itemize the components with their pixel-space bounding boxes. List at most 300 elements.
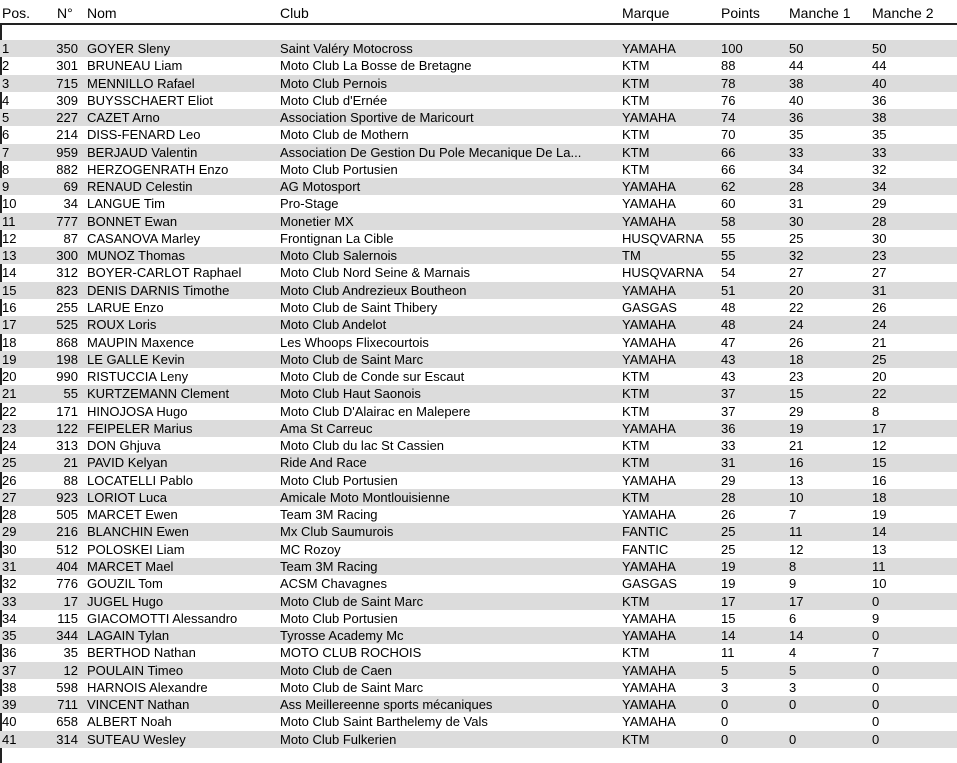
cell-nom: LOCATELLI Pablo <box>87 472 193 488</box>
cell-manche1: 8 <box>789 558 797 574</box>
table-row <box>0 334 957 351</box>
cell-manche2: 50 <box>872 41 887 56</box>
cell-marque: YAMAHA <box>622 334 676 350</box>
cell-club: Moto Club Nord Seine & Marnais <box>280 265 471 281</box>
cell-points: 47 <box>721 334 736 350</box>
table-row <box>0 385 957 402</box>
cell-manche1: 23 <box>789 369 804 385</box>
header-num: N° <box>57 5 73 21</box>
cell-nom: ROUX Loris <box>87 317 157 333</box>
cell-points: 43 <box>721 351 736 367</box>
cell-club: Monetier MX <box>280 213 354 229</box>
cell-nom: POLOSKEI Liam <box>87 541 185 557</box>
table-row <box>0 40 957 57</box>
cell-num: 214 <box>56 127 78 143</box>
cell-nom: GOYER Sleny <box>87 41 171 56</box>
cell-manche2: 34 <box>872 179 887 195</box>
cell-manche1: 35 <box>789 127 804 143</box>
cell-club: Amicale Moto Montlouisienne <box>280 489 450 505</box>
cell-num: 216 <box>56 524 78 540</box>
cell-points: 66 <box>721 144 736 160</box>
cell-manche1: 5 <box>789 662 797 678</box>
cell-marque: KTM <box>622 161 650 177</box>
table-row <box>0 75 957 92</box>
cell-manche2: 9 <box>872 610 880 626</box>
table-row <box>0 282 957 299</box>
cell-manche2: 19 <box>872 507 887 523</box>
cell-num: 115 <box>57 610 78 626</box>
cell-manche2: 27 <box>872 265 887 281</box>
cell-manche1: 16 <box>789 455 804 471</box>
cell-manche1: 13 <box>789 472 804 488</box>
cell-marque: KTM <box>622 438 650 454</box>
cell-manche1: 9 <box>789 576 797 592</box>
table-row <box>0 627 957 644</box>
cell-points: 36 <box>721 420 736 436</box>
table-row <box>0 713 957 730</box>
cell-num: 404 <box>56 558 78 574</box>
table-row <box>0 299 957 316</box>
cell-pos: 12 <box>2 230 17 246</box>
cell-pos: 27 <box>2 489 17 505</box>
cell-num: 34 <box>63 196 78 212</box>
cell-manche1: 14 <box>789 628 804 644</box>
table-row <box>0 230 957 247</box>
cell-points: 3 <box>721 679 729 695</box>
cell-pos: 41 <box>2 731 17 747</box>
cell-num: 658 <box>56 714 78 730</box>
cell-marque: KTM <box>622 455 650 471</box>
cell-nom: HINOJOSA Hugo <box>87 403 188 419</box>
cell-points: 88 <box>721 58 736 74</box>
cell-marque: YAMAHA <box>622 472 676 488</box>
table-row <box>0 109 957 126</box>
cell-manche2: 36 <box>872 92 887 108</box>
cell-num: 88 <box>63 472 78 488</box>
cell-manche2: 7 <box>872 645 880 661</box>
cell-nom: JUGEL Hugo <box>87 593 164 609</box>
cell-marque: KTM <box>622 731 650 747</box>
cell-nom: DON Ghjuva <box>87 438 161 454</box>
cell-nom: LARUE Enzo <box>87 299 164 315</box>
cell-points: 62 <box>721 179 736 195</box>
cell-club: Moto Club Portusien <box>280 472 398 488</box>
cell-points: 19 <box>721 576 736 592</box>
cell-points: 28 <box>721 489 736 505</box>
cell-points: 55 <box>721 230 736 246</box>
cell-points: 15 <box>721 610 736 626</box>
cell-points: 25 <box>721 524 736 540</box>
cell-marque: YAMAHA <box>622 420 676 436</box>
cell-club: Moto Club La Bosse de Bretagne <box>280 58 472 74</box>
cell-pos: 20 <box>2 369 17 385</box>
header-manche1: Manche 1 <box>789 5 851 21</box>
cell-num: 312 <box>56 265 78 281</box>
cell-manche2: 26 <box>872 299 887 315</box>
cell-manche2: 0 <box>872 714 880 730</box>
cell-manche2: 13 <box>872 541 887 557</box>
table-row <box>0 489 957 506</box>
cell-points: 51 <box>721 282 736 298</box>
table-row <box>0 351 957 368</box>
cell-nom: HARNOIS Alexandre <box>87 679 208 695</box>
cell-manche2: 12 <box>872 438 887 454</box>
cell-pos: 6 <box>2 127 10 143</box>
cell-points: 37 <box>721 386 736 402</box>
cell-club: Moto Club du lac St Cassien <box>280 438 445 454</box>
cell-num: 350 <box>56 41 78 56</box>
cell-num: 882 <box>56 161 78 177</box>
cell-points: 29 <box>721 472 736 488</box>
cell-marque: YAMAHA <box>622 41 676 56</box>
cell-nom: LANGUE Tim <box>87 196 166 212</box>
cell-nom: KURTZEMANN Clement <box>87 386 230 402</box>
cell-pos: 3 <box>2 75 10 91</box>
cell-points: 78 <box>721 75 736 91</box>
cell-marque: KTM <box>622 92 650 108</box>
cell-manche1: 6 <box>789 610 797 626</box>
cell-marque: KTM <box>622 127 650 143</box>
cell-marque: TM <box>622 248 641 264</box>
table-row <box>0 558 957 575</box>
cell-club: Ride And Race <box>280 455 367 471</box>
cell-manche2: 0 <box>872 731 880 747</box>
cell-nom: SUTEAU Wesley <box>87 731 186 747</box>
cell-num: 35 <box>63 645 78 661</box>
cell-manche1: 27 <box>789 265 804 281</box>
cell-marque: YAMAHA <box>622 697 676 713</box>
cell-club: Moto Club de Caen <box>280 662 393 678</box>
cell-club: Frontignan La Cible <box>280 230 394 246</box>
cell-num: 711 <box>57 697 78 713</box>
table-row <box>0 264 957 281</box>
cell-marque: YAMAHA <box>622 714 676 730</box>
cell-nom: RENAUD Celestin <box>87 179 193 195</box>
cell-nom: MENNILLO Rafael <box>87 75 195 91</box>
cell-marque: YAMAHA <box>622 282 676 298</box>
cell-manche1: 36 <box>789 110 804 126</box>
cell-club: Moto Club Saint Barthelemy de Vals <box>280 714 488 730</box>
cell-manche2: 10 <box>872 576 887 592</box>
cell-manche2: 8 <box>872 403 880 419</box>
cell-num: 823 <box>56 282 78 298</box>
cell-points: 14 <box>721 628 736 644</box>
cell-num: 868 <box>56 334 78 350</box>
cell-manche2: 0 <box>872 628 880 644</box>
cell-manche2: 22 <box>872 386 887 402</box>
cell-marque: KTM <box>622 75 650 91</box>
cell-club: Moto Club de Saint Marc <box>280 351 424 367</box>
cell-pos: 16 <box>2 299 17 315</box>
cell-pos: 38 <box>2 679 17 695</box>
cell-manche2: 25 <box>872 351 887 367</box>
cell-manche2: 32 <box>872 161 887 177</box>
cell-manche2: 23 <box>872 248 887 264</box>
cell-num: 990 <box>56 369 78 385</box>
table-row <box>0 316 957 333</box>
cell-manche1: 22 <box>789 299 804 315</box>
cell-pos: 2 <box>2 58 10 74</box>
cell-pos: 7 <box>2 144 10 160</box>
cell-manche2: 30 <box>872 230 887 246</box>
cell-pos: 14 <box>2 265 17 281</box>
table-row <box>0 178 957 195</box>
cell-manche1: 34 <box>789 161 804 177</box>
cell-club: Moto Club de Saint Thibery <box>280 299 438 315</box>
cell-manche1: 17 <box>789 593 804 609</box>
cell-num: 959 <box>56 144 78 160</box>
cell-club: Association Sportive de Maricourt <box>280 110 474 126</box>
cell-pos: 22 <box>2 403 17 419</box>
cell-marque: KTM <box>622 645 650 661</box>
table-row <box>0 731 957 748</box>
cell-num: 12 <box>63 662 78 678</box>
cell-manche2: 15 <box>872 455 887 471</box>
cell-nom: BOYER-CARLOT Raphael <box>87 265 242 281</box>
cell-marque: YAMAHA <box>622 351 676 367</box>
table-row <box>0 679 957 696</box>
table-row <box>0 92 957 109</box>
cell-marque: KTM <box>622 58 650 74</box>
cell-manche2: 11 <box>872 558 886 574</box>
cell-marque: YAMAHA <box>622 110 676 126</box>
cell-pos: 25 <box>2 455 17 471</box>
cell-nom: BONNET Ewan <box>87 213 178 229</box>
cell-marque: GASGAS <box>622 576 677 592</box>
cell-pos: 13 <box>2 248 17 264</box>
cell-manche2: 33 <box>872 144 887 160</box>
cell-nom: CAZET Arno <box>87 110 160 126</box>
cell-marque: YAMAHA <box>622 196 676 212</box>
cell-manche2: 0 <box>872 662 880 678</box>
cell-marque: YAMAHA <box>622 317 676 333</box>
cell-pos: 30 <box>2 541 17 557</box>
cell-manche1: 3 <box>789 679 797 695</box>
table-row <box>0 57 957 74</box>
cell-nom: BUYSSCHAERT Eliot <box>87 92 213 108</box>
cell-club: AG Motosport <box>280 179 361 195</box>
cell-nom: HERZOGENRATH Enzo <box>87 161 229 177</box>
cell-pos: 33 <box>2 593 17 609</box>
cell-manche1: 0 <box>789 697 797 713</box>
header-nom: Nom <box>87 5 117 21</box>
cell-manche1: 29 <box>789 403 804 419</box>
table-row <box>0 368 957 385</box>
cell-nom: BRUNEAU Liam <box>87 58 183 74</box>
table-row <box>0 593 957 610</box>
cell-manche1: 32 <box>789 248 804 264</box>
cell-points: 48 <box>721 299 736 315</box>
cell-club: Moto Club de Saint Marc <box>280 679 424 695</box>
cell-num: 300 <box>56 248 78 264</box>
cell-manche1: 40 <box>789 92 804 108</box>
cell-pos: 32 <box>2 576 17 592</box>
cell-manche2: 16 <box>872 472 887 488</box>
cell-points: 55 <box>721 248 736 264</box>
cell-manche1: 20 <box>789 282 804 298</box>
cell-nom: MARCET Ewen <box>87 507 178 523</box>
cell-marque: KTM <box>622 403 650 419</box>
table-row <box>0 541 957 558</box>
cell-marque: YAMAHA <box>622 213 676 229</box>
cell-marque: FANTIC <box>622 524 669 540</box>
table-row <box>0 420 957 437</box>
cell-pos: 36 <box>2 645 17 661</box>
cell-manche2: 21 <box>872 334 887 350</box>
cell-manche1: 28 <box>789 179 804 195</box>
cell-marque: HUSQVARNA <box>622 230 704 246</box>
cell-club: Moto Club Portusien <box>280 610 398 626</box>
cell-pos: 29 <box>2 524 17 540</box>
cell-manche2: 35 <box>872 127 887 143</box>
cell-num: 87 <box>63 230 78 246</box>
cell-manche1: 11 <box>789 524 803 540</box>
cell-pos: 28 <box>2 507 17 523</box>
cell-club: Moto Club d'Ernée <box>280 92 388 108</box>
cell-club: Moto Club Andelot <box>280 317 387 333</box>
cell-marque: YAMAHA <box>622 558 676 574</box>
cell-pos: 11 <box>2 213 16 229</box>
cell-num: 309 <box>56 92 78 108</box>
cell-pos: 26 <box>2 472 17 488</box>
cell-club: MOTO CLUB ROCHOIS <box>280 645 422 661</box>
cell-club: ACSM Chavagnes <box>280 576 387 592</box>
cell-num: 171 <box>56 403 78 419</box>
cell-pos: 37 <box>2 662 17 678</box>
cell-manche2: 14 <box>872 524 887 540</box>
cell-pos: 5 <box>2 110 10 126</box>
cell-marque: KTM <box>622 369 650 385</box>
cell-nom: VINCENT Nathan <box>87 697 190 713</box>
cell-marque: YAMAHA <box>622 179 676 195</box>
cell-marque: YAMAHA <box>622 628 676 644</box>
table-row <box>0 144 957 161</box>
cell-points: 33 <box>721 438 736 454</box>
cell-pos: 15 <box>2 282 17 298</box>
cell-manche1: 44 <box>789 58 804 74</box>
cell-pos: 34 <box>2 610 17 626</box>
cell-club: Moto Club D'Alairac en Malepere <box>280 403 471 419</box>
table-row <box>0 437 957 454</box>
cell-club: Moto Club Fulkerien <box>280 731 397 747</box>
table-body <box>0 40 957 748</box>
cell-manche1: 18 <box>789 351 804 367</box>
cell-club: Association De Gestion Du Pole Mecanique De La... <box>280 144 582 160</box>
header-marque: Marque <box>622 5 670 21</box>
cell-points: 60 <box>721 196 736 212</box>
cell-club: Saint Valéry Motocross <box>280 41 413 56</box>
cell-marque: HUSQVARNA <box>622 265 704 281</box>
cell-club: MC Rozoy <box>280 541 341 557</box>
cell-marque: KTM <box>622 593 650 609</box>
cell-manche1: 0 <box>789 731 797 747</box>
table-row <box>0 247 957 264</box>
cell-num: 255 <box>56 299 78 315</box>
cell-points: 100 <box>721 41 743 56</box>
cell-club: Tyrosse Academy Mc <box>280 628 404 644</box>
cell-num: 17 <box>63 593 78 609</box>
cell-points: 19 <box>721 558 736 574</box>
cell-points: 76 <box>721 92 736 108</box>
cell-points: 54 <box>721 265 736 281</box>
cell-nom: GOUZIL Tom <box>87 576 163 592</box>
cell-pos: 35 <box>2 628 17 644</box>
cell-pos: 4 <box>2 92 10 108</box>
cell-pos: 17 <box>2 317 17 333</box>
cell-manche1: 12 <box>789 541 804 557</box>
header-divider <box>0 23 957 25</box>
cell-points: 74 <box>721 110 736 126</box>
table-row <box>0 696 957 713</box>
cell-num: 198 <box>56 351 78 367</box>
table-row <box>0 161 957 178</box>
cell-club: Moto Club Andrezieux Boutheon <box>280 282 467 298</box>
cell-nom: FEIPELER Marius <box>87 420 193 436</box>
cell-num: 777 <box>56 213 78 229</box>
cell-pos: 40 <box>2 714 17 730</box>
cell-nom: GIACOMOTTI Alessandro <box>87 610 238 626</box>
cell-club: Team 3M Racing <box>280 558 378 574</box>
cell-points: 48 <box>721 317 736 333</box>
cell-marque: FANTIC <box>622 541 669 557</box>
table-row <box>0 126 957 143</box>
cell-nom: MAUPIN Maxence <box>87 334 194 350</box>
header-club: Club <box>280 5 309 21</box>
cell-club: Moto Club Salernois <box>280 248 398 264</box>
cell-club: Pro-Stage <box>280 196 339 212</box>
cell-nom: POULAIN Timeo <box>87 662 184 678</box>
cell-marque: KTM <box>622 144 650 160</box>
cell-manche1: 19 <box>789 420 804 436</box>
cell-pos: 8 <box>2 161 10 177</box>
cell-points: 11 <box>721 645 735 661</box>
cell-points: 25 <box>721 541 736 557</box>
cell-manche2: 0 <box>872 679 880 695</box>
cell-manche1: 38 <box>789 75 804 91</box>
cell-club: Moto Club de Conde sur Escaut <box>280 369 465 385</box>
cell-nom: MUNOZ Thomas <box>87 248 185 264</box>
cell-num: 21 <box>63 455 78 471</box>
cell-club: Les Whoops Flixecourtois <box>280 334 429 350</box>
cell-points: 70 <box>721 127 736 143</box>
cell-manche2: 28 <box>872 213 887 229</box>
cell-points: 66 <box>721 161 736 177</box>
cell-points: 5 <box>721 662 729 678</box>
cell-points: 31 <box>721 455 736 471</box>
cell-manche2: 24 <box>872 317 887 333</box>
cell-nom: RISTUCCIA Leny <box>87 369 189 385</box>
cell-points: 58 <box>721 213 736 229</box>
cell-nom: BERTHOD Nathan <box>87 645 196 661</box>
cell-num: 598 <box>56 679 78 695</box>
cell-marque: YAMAHA <box>622 507 676 523</box>
cell-nom: DISS-FENARD Leo <box>87 127 201 143</box>
cell-num: 505 <box>56 507 78 523</box>
cell-manche1: 24 <box>789 317 804 333</box>
cell-points: 17 <box>721 593 736 609</box>
cell-pos: 9 <box>2 179 10 195</box>
cell-marque: YAMAHA <box>622 662 676 678</box>
cell-points: 0 <box>721 697 729 713</box>
cell-manche2: 18 <box>872 489 887 505</box>
header-points: Points <box>721 5 760 21</box>
cell-pos: 1 <box>2 41 10 56</box>
cell-num: 776 <box>56 576 78 592</box>
cell-num: 301 <box>56 58 78 74</box>
cell-club: Moto Club Pernois <box>280 75 387 91</box>
cell-nom: LE GALLE Kevin <box>87 351 185 367</box>
cell-club: Moto Club de Saint Marc <box>280 593 424 609</box>
